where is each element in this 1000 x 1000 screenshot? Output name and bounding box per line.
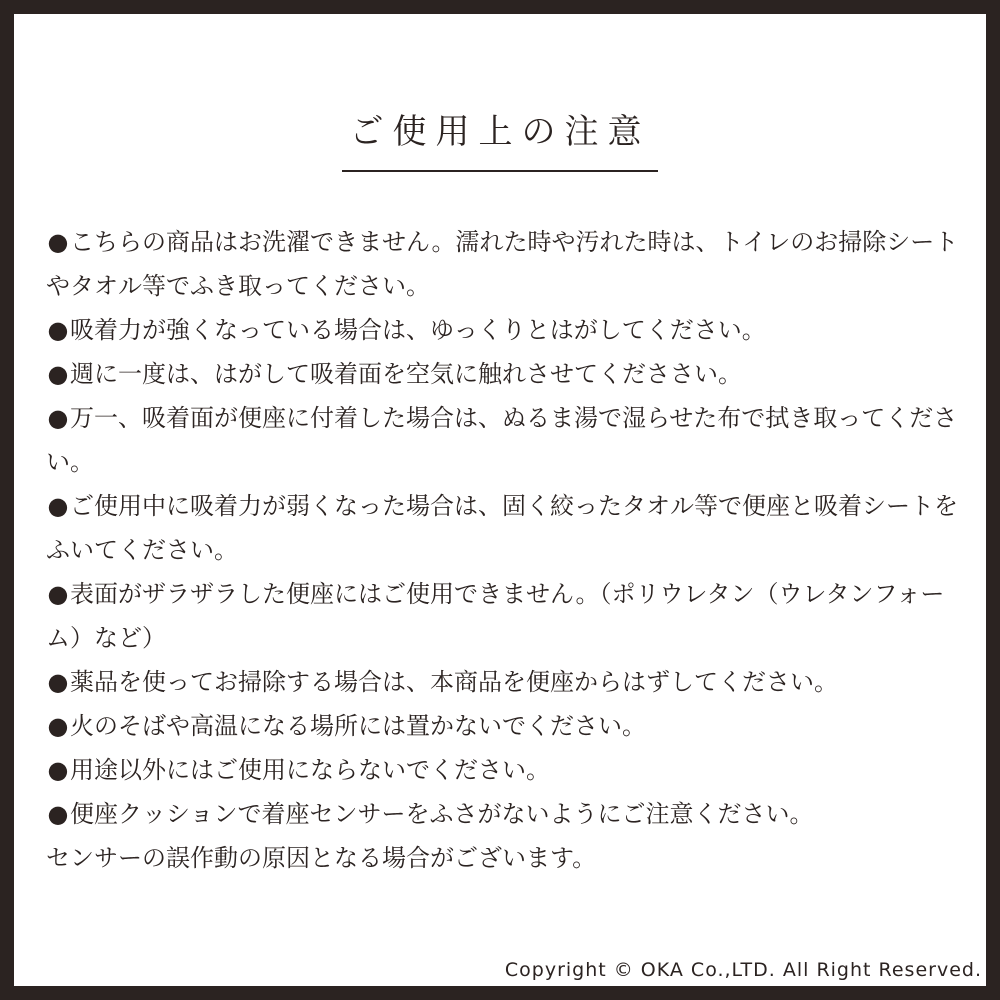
caution-text: 週に一度は、はがして吸着面を空気に触れさせてくだささい。 xyxy=(70,360,742,388)
caution-text: 便座クッションで着座センサーをふさがないようにご注意ください。 センサーの誤作動の原因となる場合がございます。 xyxy=(46,800,814,872)
bullet-icon: ● xyxy=(47,712,69,740)
caution-text: 火のそばや高温になる場所には置かないでください。 xyxy=(70,712,646,740)
bullet-icon: ● xyxy=(47,360,69,388)
bullet-icon: ● xyxy=(47,492,69,520)
caution-text: 表面がザラザラした便座にはご使用できません。（ポリウレタン（ウレタンフォーム）など） xyxy=(46,580,945,652)
bullet-icon: ● xyxy=(47,668,69,696)
bullet-icon: ● xyxy=(47,756,69,784)
caution-text: こちらの商品はお洗濯できません。濡れた時や汚れた時は、トイレのお掃除シートやタオル等でふき取ってください。 xyxy=(46,228,959,300)
caution-text: ご使用中に吸着力が弱くなった場合は、固く絞ったタオル等で便座と吸着シートをふいてください。 xyxy=(46,492,958,564)
caution-item xyxy=(46,308,966,352)
bullet-icon: ● xyxy=(47,316,69,344)
caution-item xyxy=(46,660,966,704)
copyright-notice: Copyright © OKA Co.,LTD. All Right Reserved. xyxy=(504,959,982,981)
caution-text: 吸着力が強くなっている場合は、ゆっくりとはがしてください。 xyxy=(70,316,766,344)
title-divider xyxy=(342,170,658,172)
bullet-icon: ● xyxy=(47,404,69,432)
bullet-icon: ● xyxy=(47,228,69,256)
caution-list xyxy=(46,220,966,880)
caution-text: 薬品を使ってお掃除する場合は、本商品を便座からはずしてください。 xyxy=(70,668,838,696)
caution-item xyxy=(46,748,966,792)
caution-item xyxy=(46,704,966,748)
caution-item xyxy=(46,484,966,572)
bullet-icon: ● xyxy=(47,800,69,828)
caution-item xyxy=(46,220,966,308)
bullet-icon: ● xyxy=(47,580,69,608)
caution-item xyxy=(46,396,966,484)
caution-text: 万一、吸着面が便座に付着した場合は、ぬるま湯で湿らせた布で拭き取ってください。 xyxy=(46,404,958,476)
page-title: ご使用上の注意 xyxy=(349,112,651,152)
caution-item xyxy=(46,572,966,660)
caution-text: 用途以外にはご使用にならないでください。 xyxy=(70,756,550,784)
caution-item xyxy=(46,792,966,880)
notice-panel xyxy=(14,14,986,986)
caution-item xyxy=(46,352,966,396)
